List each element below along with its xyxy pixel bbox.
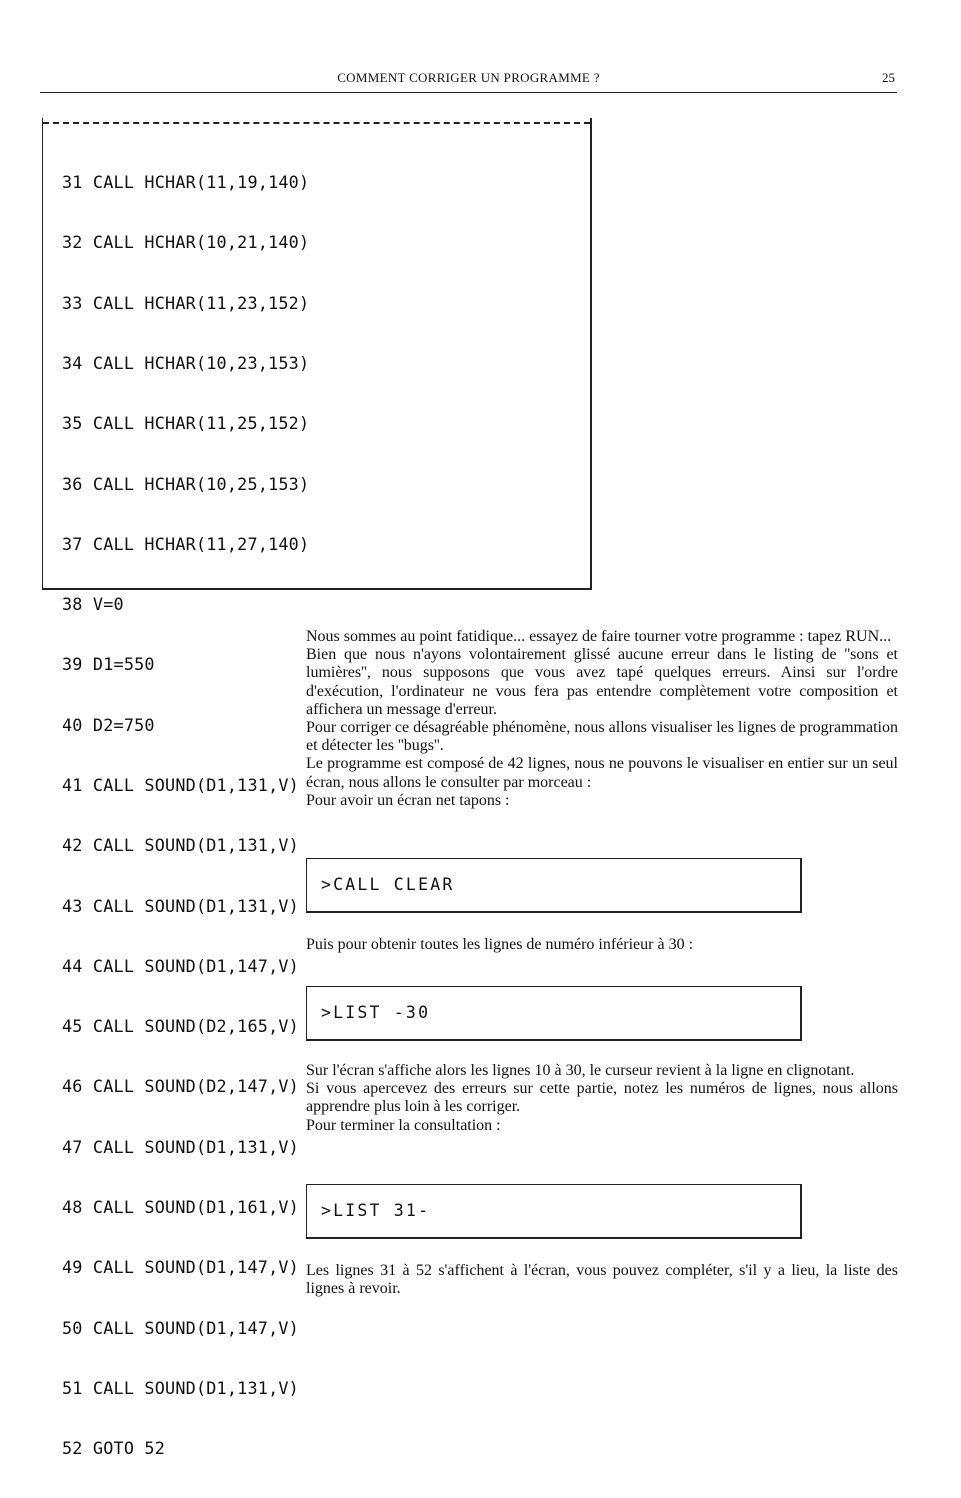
code-line: 44 CALL SOUND(D1,147,V) [62,955,299,976]
running-title: COMMENT CORRIGER UN PROGRAMME ? [337,70,600,85]
paragraph: Bien que nous n'ayons volontairement glissé aucune erreur dans le listing de ''sons et lumières'', nous supposons que vous avez tapé quelques erreurs. Ainsi sur l'ordre d'exécution, l'ordinateur ne vous fera pas entendre complètement votre composition et affichera un message d'erreur. [306,646,898,718]
paragraph: Le programme est composé de 42 lignes, nous ne pouvons le visualiser en entier sur un seul écran, nous allons le consulter par morceau : [306,755,898,791]
after-list-paragraphs [306,1062,898,1135]
code-line: 40 D2=750 [62,714,155,735]
listing-continuation-dashes [43,122,590,124]
paragraph: Nous sommes au point fatidique... essayez de faire tourner votre programme : tapez RUN... [306,628,892,645]
code-line: 41 CALL SOUND(D1,131,V) [62,775,299,795]
list-below-30-paragraph [306,936,898,954]
code-line: 38 V=0 [62,594,124,615]
code-line: 51 CALL SOUND(D1,131,V) [62,1377,299,1398]
code-line: 52 GOTO 52 [62,1438,166,1459]
paragraph: Si vous apercevez des erreurs sur cette partie, notez les numéros de lignes, nous allons apprendre plus loin à les corriger. [306,1080,898,1116]
code-line: 37 CALL HCHAR(11,27,140) [62,533,310,554]
paragraph: Les lignes 31 à 52 s'affichent à l'écran, vous pouvez compléter, s'il y a lieu, la liste des lignes à revoir. [306,1262,898,1298]
command-box-list-from-31 [306,1184,802,1239]
code-line: 32 CALL HCHAR(10,21,140) [62,232,310,253]
command-box-list-to-30 [306,986,802,1041]
paragraph: Puis pour obtenir toutes les lignes de numéro inférieur à 30 : [306,936,694,953]
command-text: >CALL CLEAR [321,875,455,894]
paragraph: Pour corriger ce désagréable phénomène, nous allons visualiser les lignes de programmation et détecter les ''bugs''. [306,719,898,755]
code-line: 45 CALL SOUND(D2,165,V) [62,1016,299,1037]
paragraph: Sur l'écran s'affiche alors les lignes 10 à 30, le curseur revient à la ligne en clignotant. [306,1062,855,1079]
paragraph: Pour terminer la consultation : [306,1116,501,1134]
code-line: 31 CALL HCHAR(11,19,140) [62,172,310,193]
code-line: 42 CALL SOUND(D1,131,V) [62,835,299,856]
code-line: 34 CALL HCHAR(10,23,153) [62,353,310,374]
code-line: 50 CALL SOUND(D1,147,V) [62,1317,299,1338]
code-line: 49 CALL SOUND(D1,147,V) [62,1257,299,1278]
page-header [40,64,897,93]
intro-paragraphs [306,628,898,810]
code-line: 35 CALL HCHAR(11,25,152) [62,413,310,434]
command-box-call-clear [306,858,802,913]
closing-paragraph [306,1262,898,1298]
code-line: 47 CALL SOUND(D1,131,V) [62,1136,299,1157]
code-line: 33 CALL HCHAR(11,23,152) [62,292,310,313]
page-number: 25 [882,70,895,85]
command-text: >LIST 31- [321,1201,431,1220]
paragraph: Pour avoir un écran net tapons : [306,791,510,809]
code-line: 43 CALL SOUND(D1,131,V) [62,895,299,916]
code-line: 46 CALL SOUND(D2,147,V) [62,1076,299,1097]
code-line: 36 CALL HCHAR(10,25,153) [62,473,310,494]
listing-lines [62,132,309,1498]
code-line: 39 D1=550 [62,654,155,675]
code-line: 48 CALL SOUND(D1,161,V) [62,1196,299,1217]
command-text: >LIST -30 [321,1003,431,1022]
